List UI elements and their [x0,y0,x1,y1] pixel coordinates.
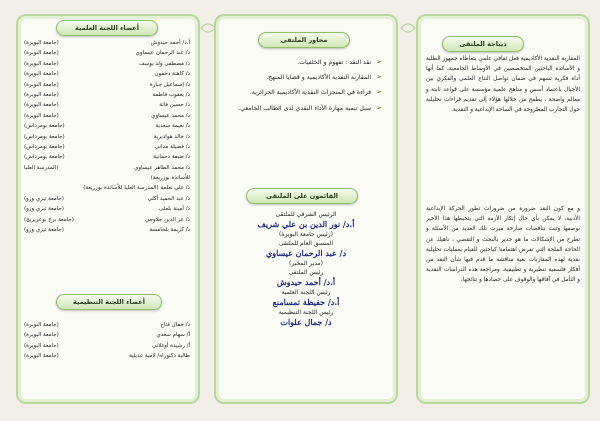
organizer-role: الرئيس الشرفي للملتقى [275,211,337,218]
committee-member-row [24,320,190,330]
arrow-bullet-icon: ➢ [376,103,382,112]
axes-list [230,58,382,119]
committee-member-row [24,341,190,351]
committee-member-row [24,351,190,361]
organizer-name: أ.د/ نور الدين بن علي شريف [257,219,355,229]
committee-member-row [24,48,190,58]
committee-member-row [24,100,190,110]
organizer-aff: (رئيس جامعة البويرة) [279,231,333,238]
organizer-role: رئيس الملتقى [288,269,324,276]
organizer-name: د/ جمال علوات [280,317,332,327]
scientific-committee-list [24,38,190,235]
scientific-committee-title: أعضاء اللجنة العلمية [56,20,158,36]
organizer-aff: رئيس اللجنة التنظيمية [278,309,334,316]
member-university: (جامعة تيزي وزو) [24,227,64,234]
corner-ornament-icon [199,20,217,36]
member-university: (جامعة بومرداس) [24,143,65,150]
member-name: د/ عبد الحميد أكلي [147,195,190,202]
member-university: (جامعة البويرة) [24,322,59,328]
member-name: د/ عبد الرحمان عيساوي [135,50,190,57]
committee-member-row [24,163,190,173]
organizers-title: القائمون على الملتقى [246,188,358,204]
committee-member-row [24,173,190,183]
member-university: (جامعة بومرداس) [24,123,65,130]
member-name: د/ مصطفى ولد يوسف [138,60,190,67]
member-name: د/ أمينة بلعلى [159,206,190,213]
member-university: (جامعة بومرداس) [24,154,65,161]
committee-member-row [24,121,190,131]
member-name: أ/ سهام سعدي [156,332,190,339]
committee-member-row [24,142,190,152]
committee-member-row [24,183,190,193]
member-name: أ/ رشيدة أوغلاني [151,342,190,349]
arrow-bullet-icon: ➢ [376,73,382,82]
member-university: (جامعة البويرة) [24,102,59,109]
arrow-bullet-icon: ➢ [376,88,382,97]
member-university: (جامعة بومرداس) [24,133,65,140]
axis-item [230,104,382,113]
member-name: د/ عز الدين جلاوجي [145,216,190,223]
committee-member-row [24,152,190,162]
member-university: (جامعة البويرة) [24,50,59,57]
member-name: د/ كريمة بلخامسة [149,227,190,234]
member-university: (جامعة البويرة) [24,353,59,360]
member-name: د/ حسين فاتة [159,102,190,109]
member-university: (جامعة البويرة) [24,71,59,78]
axes-title: محاور الملتقى [258,32,350,48]
committee-member-row [24,38,190,48]
member-university: (جامعة تيزي وزو) [24,195,64,202]
member-name: د/ جمال فتاح [160,322,190,328]
axis-item [230,88,382,97]
committee-member-row [24,225,190,235]
member-name: د/ كاهنة دحمون [154,71,190,78]
member-university: (جامعة البويرة) [24,91,59,98]
member-university: (المدرسة العليا [24,164,59,171]
member-university: (جامعة البويرة) [24,81,59,88]
member-name: للأساتذة بوزريعة) [150,175,190,182]
organizer-name: أ.د/ أحمد حيدوش [276,277,336,287]
committee-member-row [24,204,190,214]
committee-member-row [24,111,190,121]
arrow-bullet-icon: ➢ [376,58,382,66]
committee-member-row [24,69,190,79]
organizing-committee-list [24,320,190,362]
committee-member-row [24,80,190,90]
committee-member-row [24,90,190,100]
committee-member-row [24,330,190,340]
member-name: د/ علي تعلمة (المدرسة العليا للأساتذة بوزريعة) [83,185,190,192]
member-university: (جامعة البويرة) [24,112,59,119]
member-university: (جامعة البويرة) [24,40,59,46]
corner-ornament-icon [399,20,417,36]
member-name: د/ إسماعيل جبارة [149,81,190,88]
axis-text: نقد النقد : تفهوم و الخلفيات. [297,59,372,66]
member-university: (جامعة البويرة) [24,60,59,67]
member-name: د/ ضيفة دحمانية [153,154,190,161]
committee-member-row [24,194,190,204]
organizer-aff: (مدير المخبر) [289,260,323,267]
committee-member-row [24,59,190,69]
member-name: د/ فضيلة مداني [154,143,190,150]
member-university: (جامعة تيزي وزو) [24,206,64,213]
organizer-aff: رئيس اللجنة العلمية [281,289,331,296]
about-title: ديباجة الملتقى [442,36,524,52]
axis-text: قراءة في المنجزات النقدية الأكاديمية الجزائرية. [249,89,372,97]
organizers-block [220,210,392,328]
axis-text: سبل تنمية مهارة الأداء النقدي لدى الطالب الجامعي. [238,104,372,112]
axes-organizers-panel [214,14,398,404]
member-university: (جامعة البويرة) [24,342,59,349]
member-name: د/ خالد هوادبرية [153,133,190,140]
organizer-name: أ.د/ حفيظة تمسامنع [272,297,340,307]
member-name: د/ محمد عيساوي [151,112,190,119]
organizer-role: المنسق العام للملتقى [279,240,333,247]
axis-item [230,73,382,82]
member-university: (جامعة البويرة) [24,332,59,339]
committees-panel [16,14,200,404]
about-panel [416,14,590,404]
about-paragraph-2: و مع كون النقد ضرورة من ضرورات تطور الحركة الإبداعية الأدبية، لا يمكن بأي حال إنكار الأزمة التي يتخبطها هذا الأخير بوصفها وثبت تناقضات صارخة ميزت تلك العديد من الأسئلة و تطرح من الإشكالات ما هو جدير بالبحث و التقصي ، ناهيك عن الحاجة الملحة التي تفرض اهتمامنا كباحثين للقيام بعمليات تحليلية نقدية لهذه المقاربات بغية مناقشة ما قدم فيها شأن النقد من أفكار فلسفية تنظيرية و تطبيقية، ومراجعة هذه الدراسات النقدية و التأمل في آفاقها والوقوف على حصادها و نتائجها. [426,206,580,284]
organizing-committee-title: أعضاء اللجنة التنظيمية [56,294,162,310]
axis-item [230,58,382,67]
about-paragraph-1: المقاربة النقدية الأكاديمية فعل ثقافي علمي يتعاطاه جمهور الطلبة و الأساتذة الباحثين المتخصصين في الأوساط الجامعية، كما أنها أداة فكرية تسهم في ضمان تواصل النتاج العلمي والفكري بين الأجيال باعتماد أسس و مناهج علمية مؤسسة على قواعد ثابتة و معالم واضحة ، يطمح من خلالها هؤلاء إلى تقديم قراءات تحليلية حول التجارب المطروحة في الساحة الإبداعية و النقدية. [426,56,580,114]
axis-text: المقاربة النقدية الأكاديمية و قضايا المنهج. [266,74,372,82]
committee-member-row [24,215,190,225]
organizer-name: د/ عبد الرحمان عيساوي [265,248,347,258]
member-name: أ.د/ أحمد حيدوش [150,40,190,46]
member-name: د/ يعقوب فاطمة [152,91,190,98]
committee-member-row [24,132,190,142]
member-university: (جامعة برج بوعريريج) [24,216,74,223]
member-name: د/ نعيمة سعدية [155,123,190,130]
member-name: د/ محمد الطاهر عيساوي [134,164,190,171]
member-name: طالبة دكتوراه/ لامية عديلية [129,353,190,360]
